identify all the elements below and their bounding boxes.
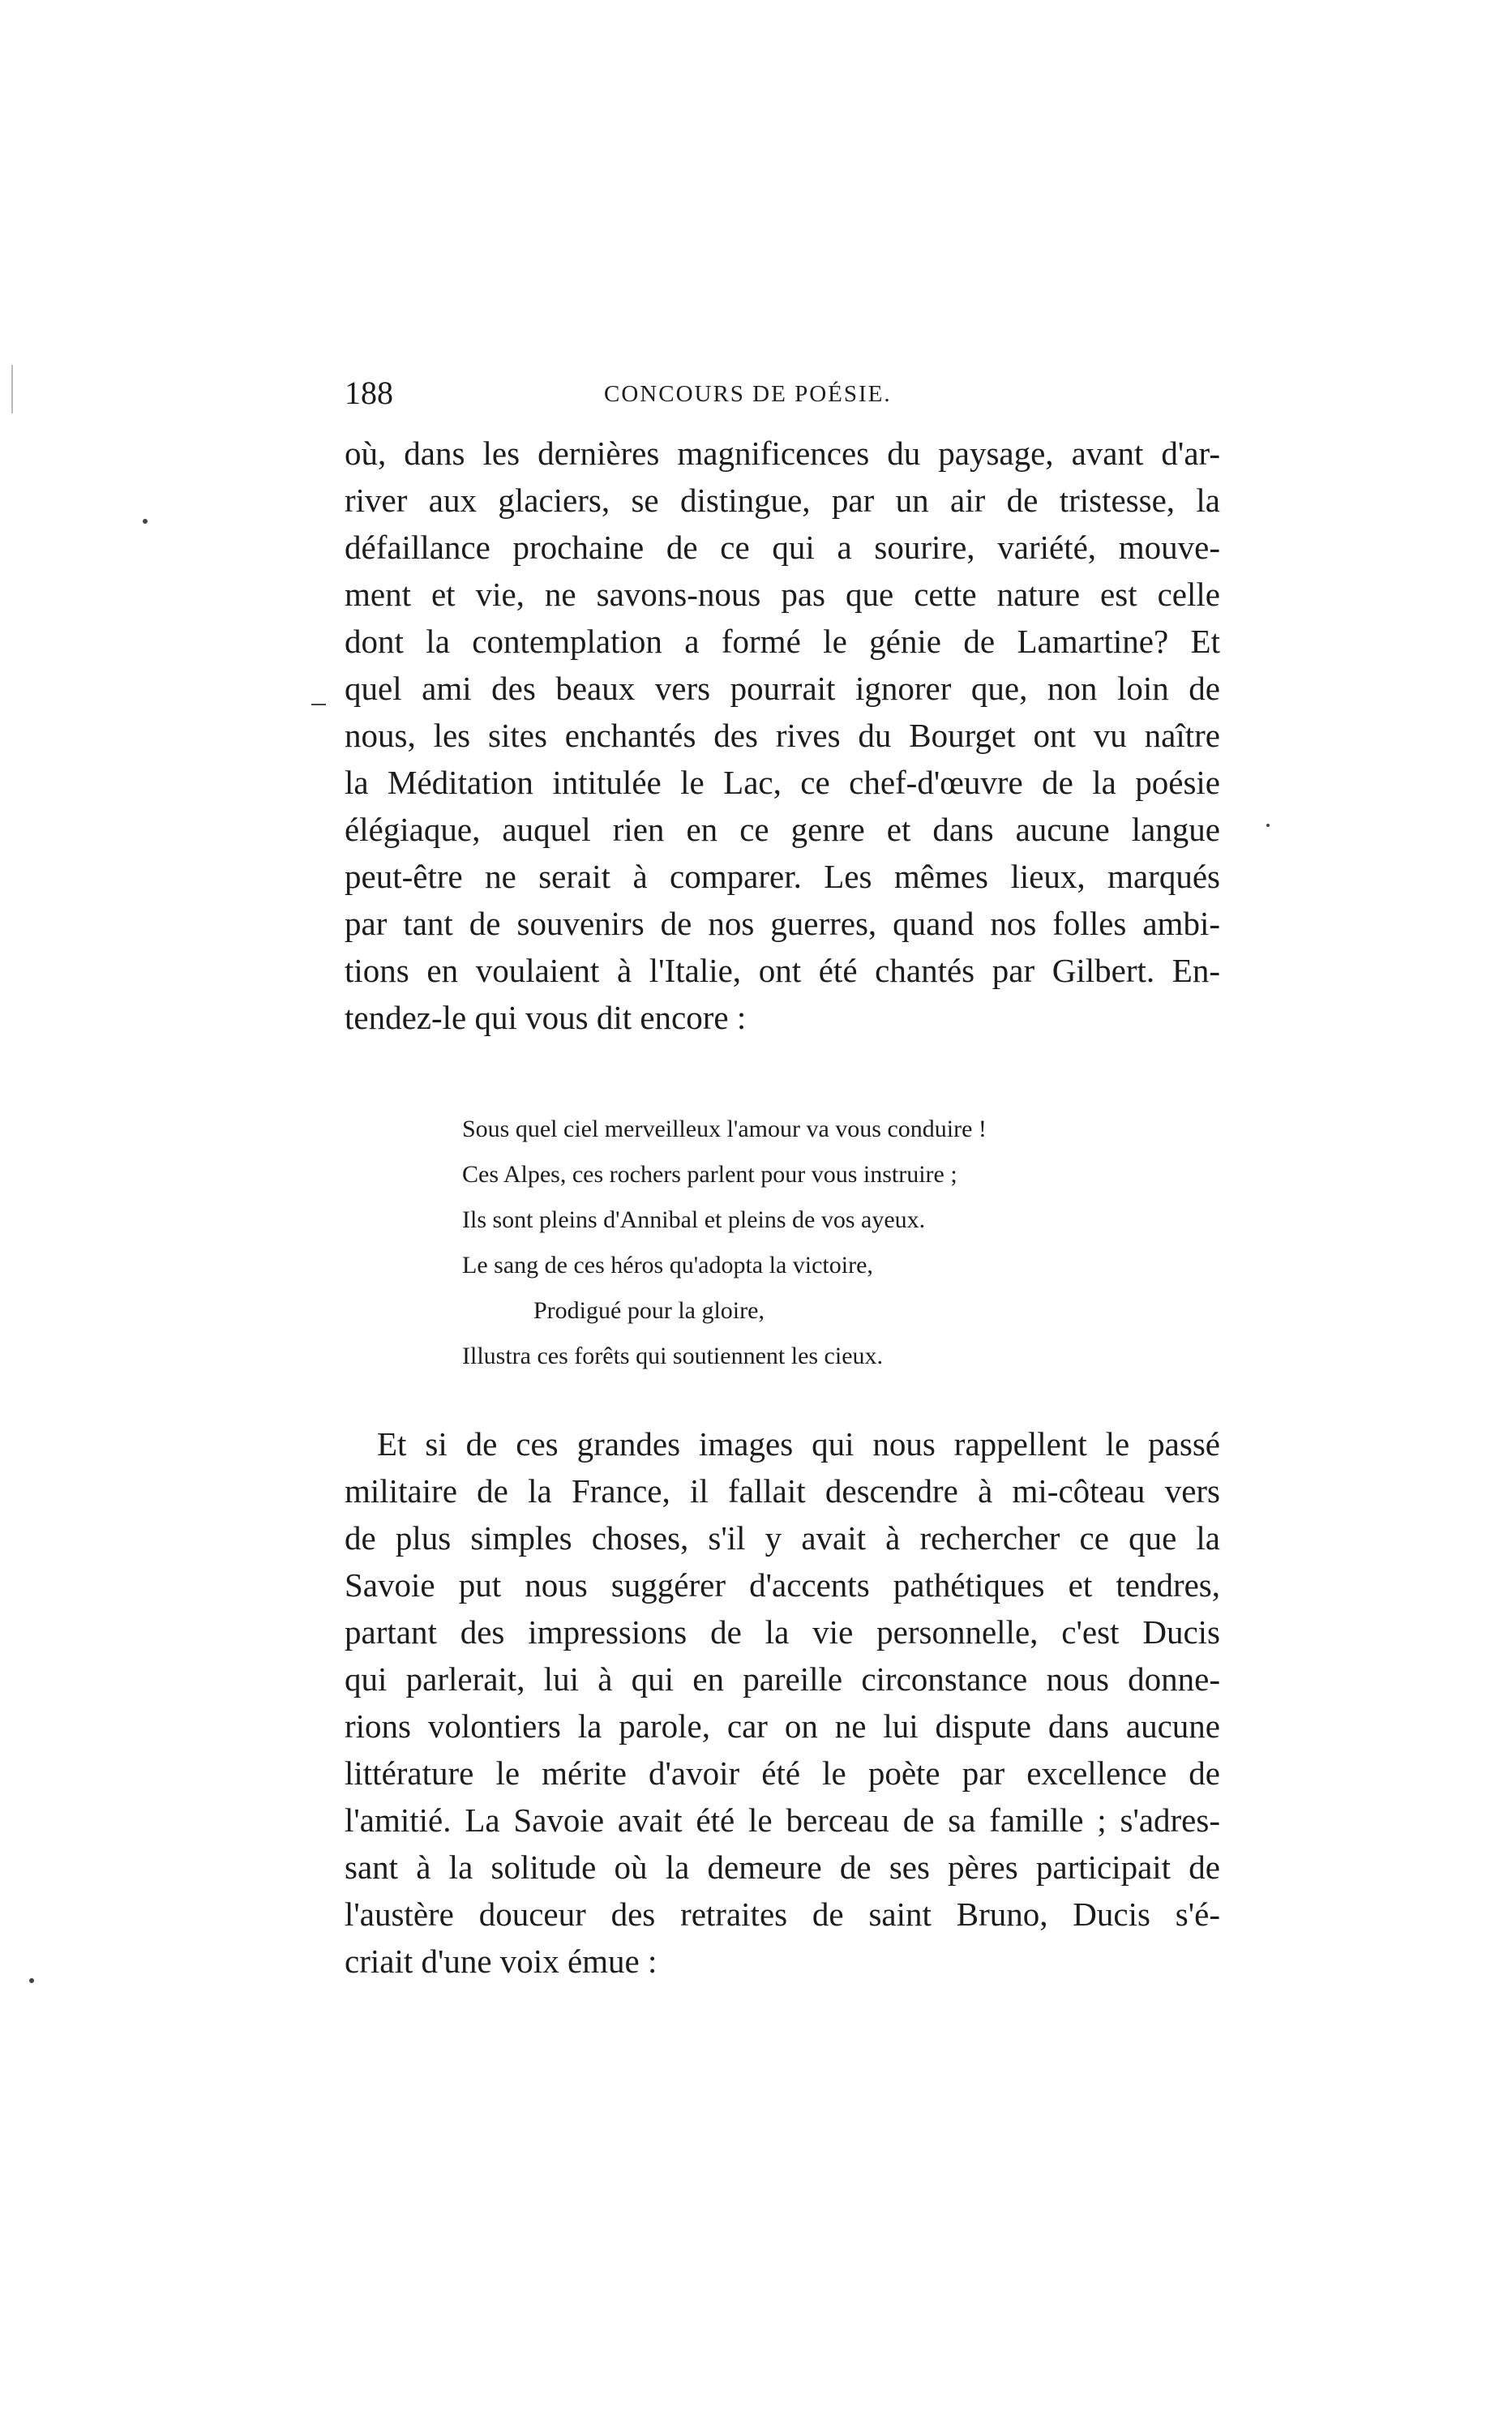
text-line: rions volontiers la parole, car on ne lui dispute dans aucune: [345, 1707, 1220, 1745]
text-line: tendez-le qui vous dit encore :: [345, 999, 747, 1036]
scan-speck: [311, 704, 326, 705]
text-line: partant des impressions de la vie personnelle, c'est Ducis: [345, 1613, 1220, 1651]
verse-line: Prodigué pour la gloire,: [533, 1297, 765, 1324]
text-line: tions en voulaient à l'Italie, ont été chantés par Gilbert. En-: [345, 952, 1220, 989]
verse-line: Ils sont pleins d'Annibal et pleins de vos ayeux.: [462, 1206, 926, 1233]
text-line: la Méditation intitulée le Lac, ce chef-d'œuvre de la poésie: [345, 764, 1220, 801]
verse-line: Ces Alpes, ces rochers parlent pour vous instruire ;: [462, 1161, 957, 1188]
text-line: quel ami des beaux vers pourrait ignorer que, non loin de: [345, 670, 1220, 707]
text-line: peut-être ne serait à comparer. Les mêmes lieux, marqués: [345, 858, 1220, 895]
text-line: Savoie put nous suggérer d'accents pathétiques et tendres,: [345, 1566, 1220, 1604]
text-line: l'austère douceur des retraites de saint Bruno, Ducis s'é-: [345, 1895, 1220, 1933]
scan-speck: [11, 365, 13, 413]
text-line: dont la contemplation a formé le génie de Lamartine? Et: [345, 623, 1220, 660]
text-line: par tant de souvenirs de nos guerres, quand nos folles ambi-: [345, 905, 1220, 942]
scan-speck: [143, 519, 148, 524]
text-line: militaire de la France, il fallait descendre à mi-côteau vers: [345, 1472, 1220, 1510]
page-header: [345, 373, 1228, 413]
text-line: défaillance prochaine de ce qui a sourire, variété, mouve-: [345, 529, 1220, 566]
paragraph-2: [345, 1420, 1220, 1985]
text-line: criait d'une voix émue :: [345, 1943, 657, 1980]
text-line: élégiaque, auquel rien en ce genre et dans aucune langue: [345, 811, 1220, 848]
text-line: littérature le mérite d'avoir été le poète par excellence de: [345, 1754, 1220, 1792]
text-line: ment et vie, ne savons-nous pas que cette nature est celle: [345, 576, 1220, 613]
verse-line: Illustra ces forêts qui soutiennent les cieux.: [462, 1343, 884, 1369]
verse-line: Sous quel ciel merveilleux l'amour va vous conduire !: [462, 1116, 987, 1142]
text-line: qui parlerait, lui à qui en pareille circonstance nous donne-: [345, 1660, 1220, 1698]
verse-line: Le sang de ces héros qu'adopta la victoire,: [462, 1252, 873, 1279]
text-line: river aux glaciers, se distingue, par un air de tristesse, la: [345, 482, 1220, 519]
text-line: où, dans les dernières magnificences du paysage, avant d'ar-: [345, 435, 1220, 472]
text-line: l'amitié. La Savoie avait été le berceau de sa famille ; s'adres-: [345, 1801, 1220, 1839]
text-line: sant à la solitude où la demeure de ses pères participait de: [345, 1848, 1220, 1886]
scan-speck: [1266, 824, 1270, 827]
running-head: CONCOURS DE POÉSIE.: [604, 381, 892, 407]
page-number: 188: [345, 375, 393, 411]
verse-quotation: [462, 1107, 1030, 1379]
text-line: Et si de ces grandes images qui nous rappellent le passé: [377, 1425, 1220, 1463]
scan-speck: [29, 1978, 34, 1983]
text-line: de plus simples choses, s'il y avait à rechercher ce que la: [345, 1519, 1220, 1557]
text-line: nous, les sites enchantés des rives du Bourget ont vu naître: [345, 717, 1220, 754]
paragraph-1: [345, 430, 1220, 1041]
